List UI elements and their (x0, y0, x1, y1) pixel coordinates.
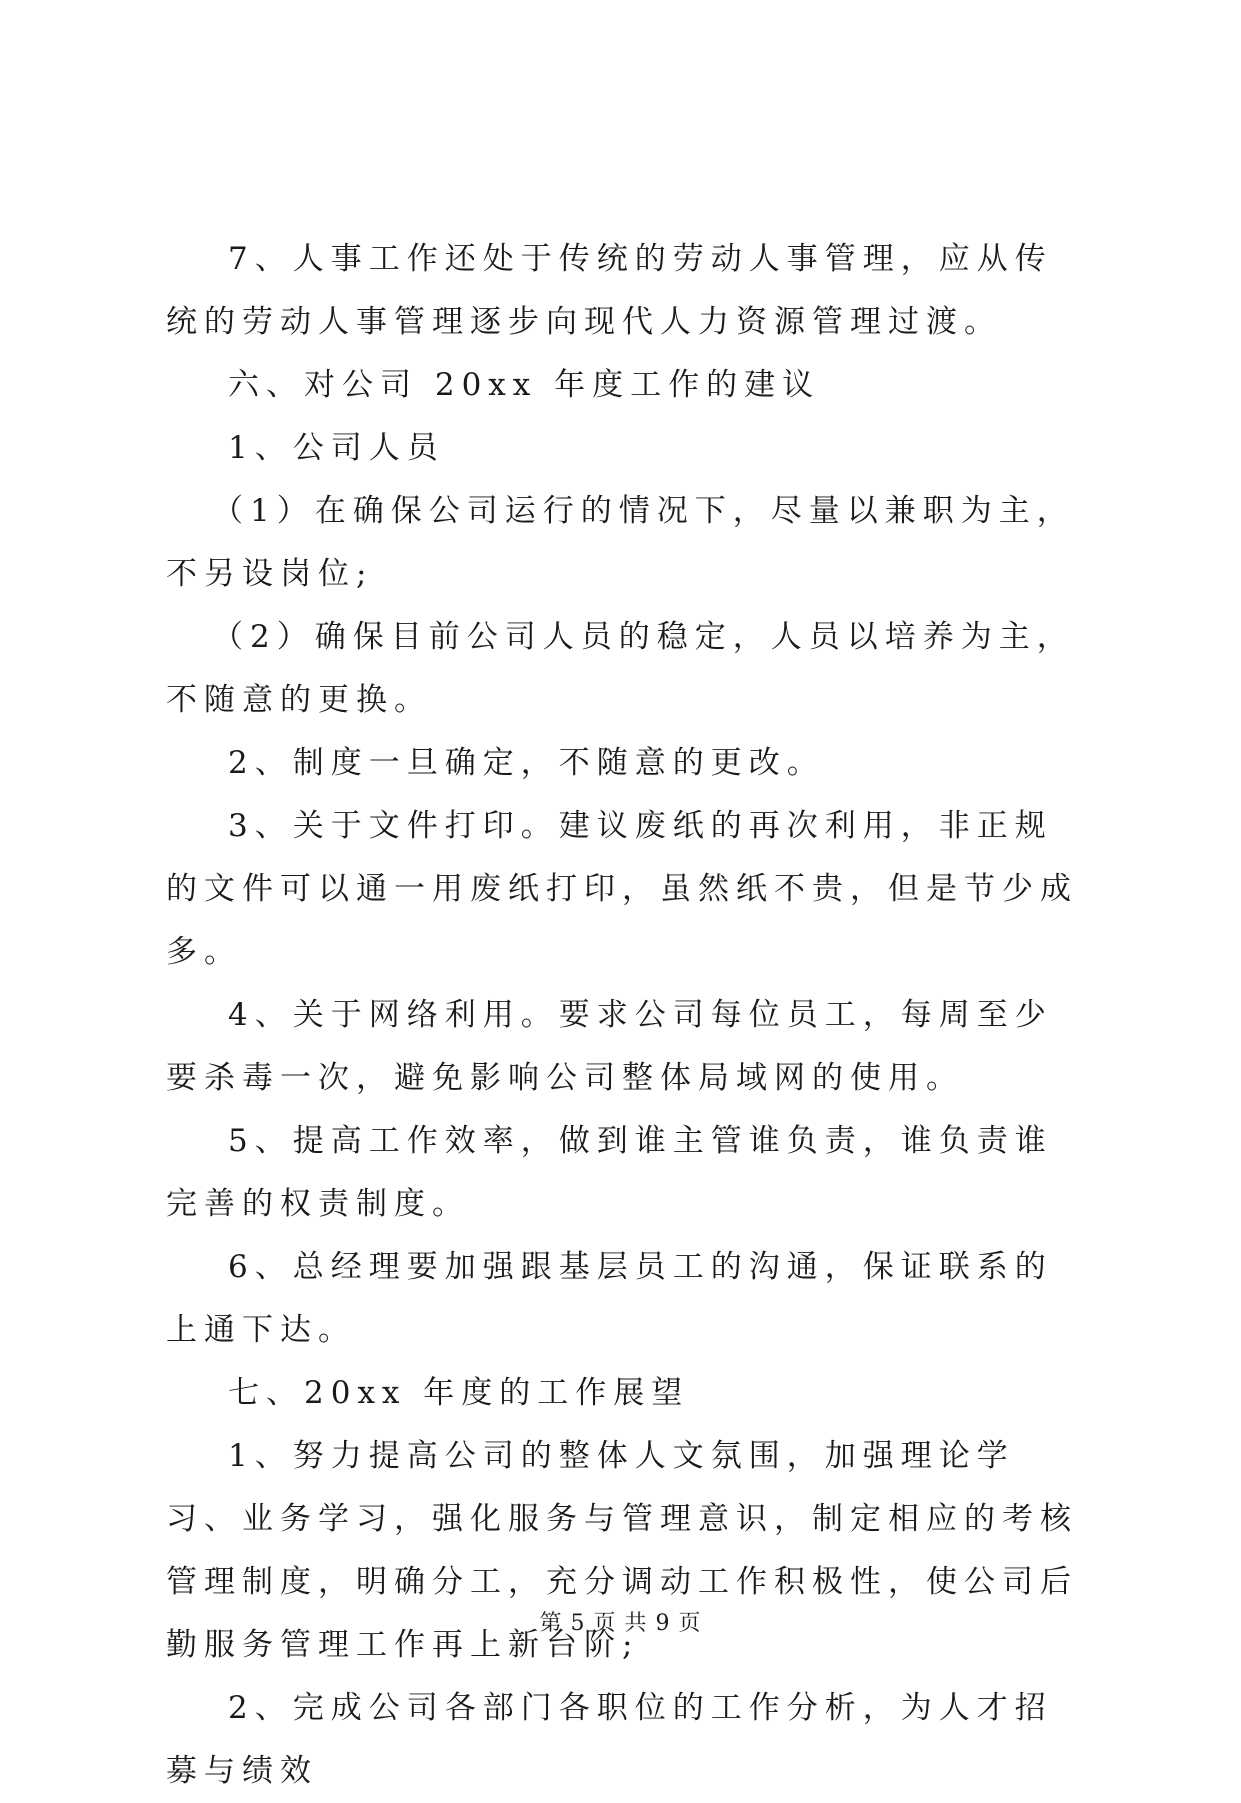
paragraph-company-staff: 1、公司人员 (228, 430, 445, 466)
document-body (166, 228, 1086, 1803)
paragraph-system-fixed: 2、制度一旦确定，不随意的更改。 (228, 745, 825, 781)
page-number-footer: 第 5 页 共 9 页 (539, 1611, 702, 1636)
paragraph-hr-tradition: 7、人事工作还处于传统的劳动人事管理，应从传统的劳动人事管理逐步向现代人力资源管理过渡。 (166, 241, 1053, 340)
paragraph-part-time: （1）在确保公司运行的情况下，尽量以兼职为主，不另设岗位; (166, 493, 1075, 592)
paragraph-communication: 6、总经理要加强跟基层员工的沟通，保证联系的上通下达。 (166, 1249, 1053, 1348)
paragraph-network: 4、关于网络利用。要求公司每位员工，每周至少要杀毒一次，避免影响公司整体局域网的使用。 (166, 997, 1053, 1096)
paragraph-efficiency: 5、提高工作效率，做到谁主管谁负责，谁负责谁完善的权责制度。 (166, 1123, 1053, 1222)
section-heading-suggestions: 六、对公司 20xx 年度工作的建议 (228, 367, 821, 403)
section-heading-outlook: 七、20xx 年度的工作展望 (228, 1375, 690, 1411)
paragraph-atmosphere: 1、努力提高公司的整体人文氛围，加强理论学习、业务学习，强化服务与管理意识，制定相应的考核管理制度，明确分工，充分调动工作积极性，使公司后勤服务管理工作再上新台阶; (166, 1438, 1078, 1663)
paragraph-staff-stability: （2）确保目前公司人员的稳定，人员以培养为主，不随意的更换。 (166, 619, 1075, 718)
paragraph-printing: 3、关于文件打印。建议废纸的再次利用，非正规的文件可以通一用废纸打印，虽然纸不贵，但是节少成多。 (166, 808, 1078, 970)
paragraph-job-analysis: 2、完成公司各部门各职位的工作分析，为人才招募与绩效 (166, 1690, 1053, 1789)
